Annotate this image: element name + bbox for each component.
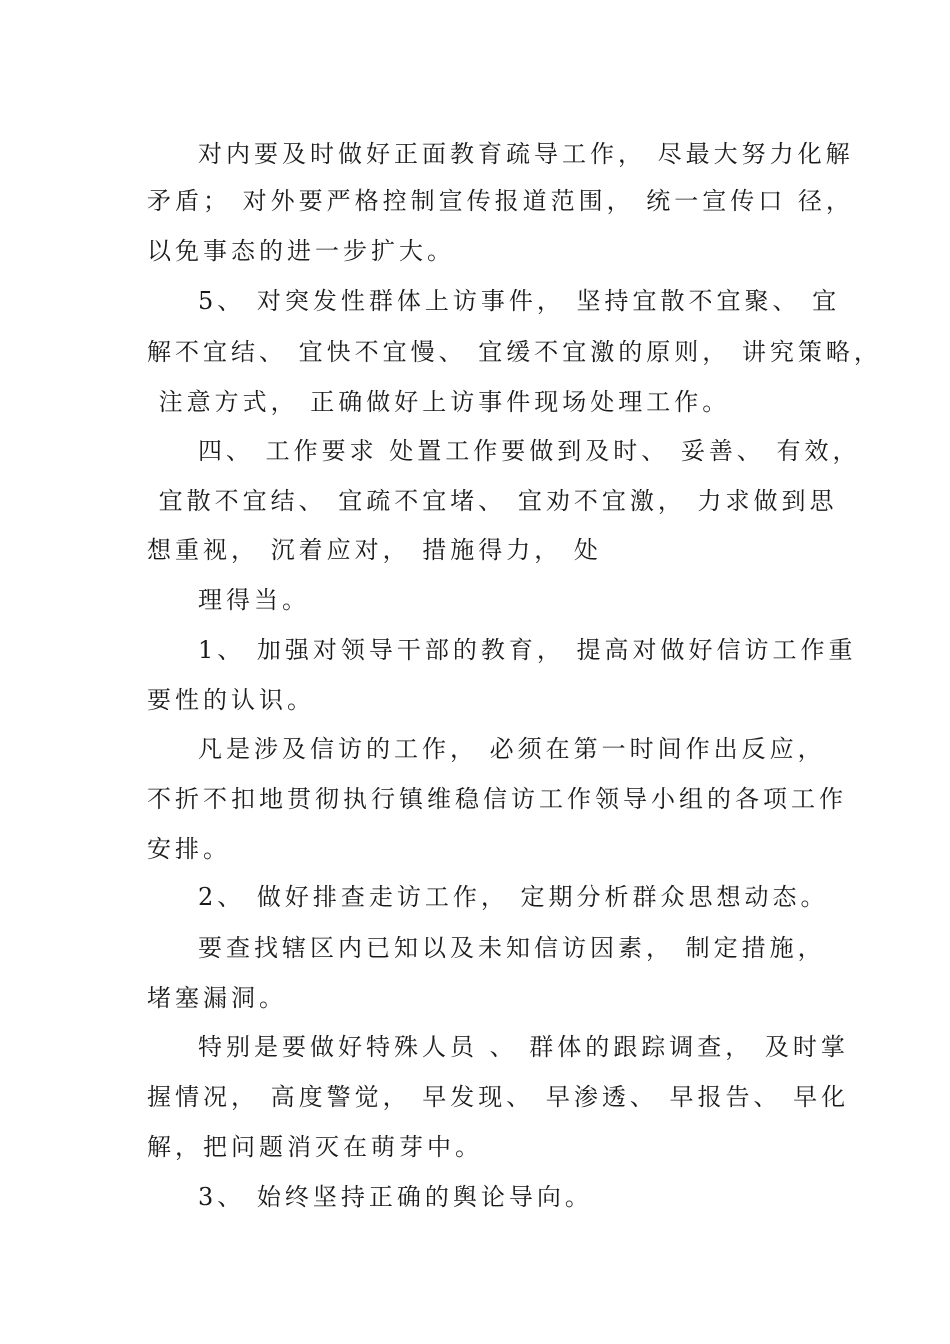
text-line: 对内要及时做好正面教育疏导工作， 尽最大努力化解: [198, 140, 854, 168]
text-line: 要查找辖区内已知以及未知信访因素， 制定措施，: [198, 934, 826, 962]
text-line: 1、 加强对领导干部的教育， 提高对做好信访工作重: [198, 636, 857, 664]
text-line: 3、 始终坚持正确的舆论导向。: [198, 1183, 593, 1211]
text-line: 堵塞漏洞。: [147, 984, 287, 1012]
text-line: 以免事态的进一步扩大。: [147, 237, 455, 265]
text-line: 想重视， 沉着应对， 措施得力， 处: [147, 536, 602, 564]
text-line: 理得当。: [198, 586, 310, 614]
text-line: 握情况， 高度警觉， 早发现、 早渗透、 早报告、 早化: [147, 1083, 850, 1111]
text-line: 解，把问题消灭在萌芽中。: [147, 1133, 483, 1161]
text-line: 要性的认识。: [147, 686, 315, 714]
text-line: 矛盾； 对外要严格控制宣传报道范围， 统一宣传口 径，: [147, 187, 854, 215]
text-line: 5、 对突发性群体上访事件， 坚持宜散不宜聚、 宜: [198, 287, 841, 315]
text-line: 四、 工作要求 处置工作要做到及时、 妥善、 有效，: [198, 437, 861, 465]
text-line: 2、 做好排查走访工作， 定期分析群众思想动态。: [198, 883, 829, 911]
text-line: 凡是涉及信访的工作， 必须在第一时间作出反应，: [198, 735, 826, 763]
text-line: 不折不扣地贯彻执行镇维稳信访工作领导小组的各项工作: [147, 785, 847, 813]
text-line: 注意方式， 正确做好上访事件现场处理工作。: [147, 388, 731, 416]
text-line: 宜散不宜结、 宜疏不宜堵、 宜劝不宜激， 力求做到思: [147, 487, 838, 515]
text-line: 解不宜结、 宜快不宜慢、 宜缓不宜激的原则， 讲究策略，: [147, 338, 882, 366]
text-line: 特别是要做好特殊人员 、 群体的跟踪调查， 及时掌: [198, 1033, 849, 1061]
text-line: 安排。: [147, 835, 231, 863]
